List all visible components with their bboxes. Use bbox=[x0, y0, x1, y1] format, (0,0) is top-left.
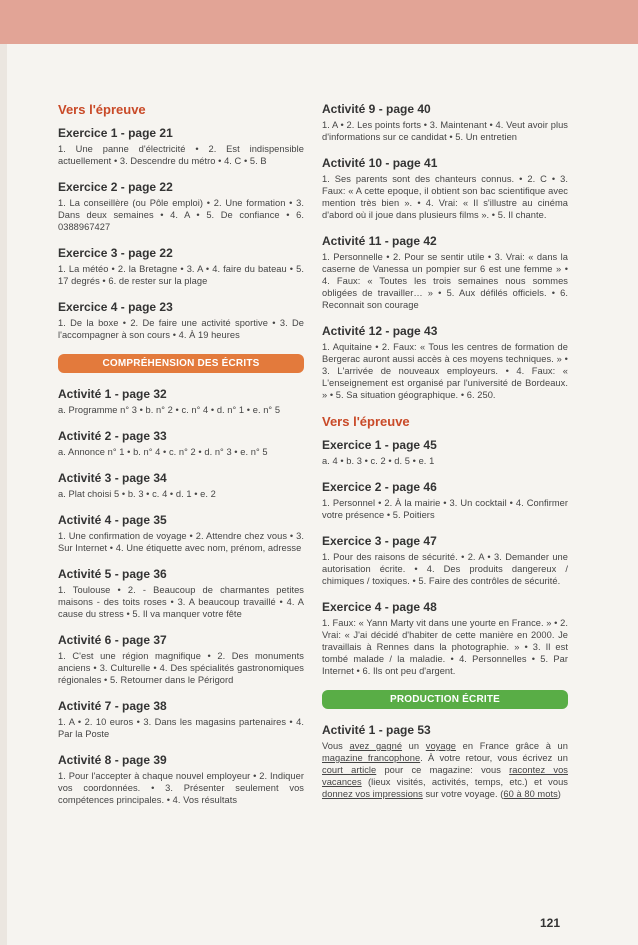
section-heading-vers-epreuve: Vers l'épreuve bbox=[58, 102, 146, 117]
exercise-block bbox=[58, 126, 304, 167]
page-edge bbox=[0, 44, 7, 945]
item-answers: 1. Une panne d'électricité • 2. Est indispensible actuellement • 3. Descendre du métro • 4. C • 5. B bbox=[58, 144, 304, 166]
exercise-block bbox=[322, 438, 568, 467]
left-column bbox=[58, 102, 304, 819]
activity-block bbox=[58, 513, 304, 554]
item-answers: a. Programme n° 3 • b. n° 2 • c. n° 4 • d. n° 1 • e. n° 5 bbox=[58, 405, 281, 415]
exercise-block bbox=[322, 480, 568, 521]
item-heading: Activité 1 - page 32 bbox=[58, 387, 167, 401]
item-answers: a. Plat choisi 5 • b. 3 • c. 4 • d. 1 • e. 2 bbox=[58, 489, 216, 499]
item-heading: Exercice 3 - page 22 bbox=[58, 246, 173, 260]
item-answers: 1. Aquitaine • 2. Faux: « Tous les centres de formation de Bergerac auront aussi accès à ces moyens techniques. » • 3. L'arrivée de nouveaux employeurs. • 4. Faux: « L'enseignement est organisé par l'université de Bordeaux. » • 5. Sa situation géographique. • 6. 250. bbox=[322, 342, 568, 400]
item-answers: 1. Faux: « Yann Marty vit dans une yourte en France. » • 2. Vrai: « J'ai décidé d'habiter de cette manière en 2000. Je travaillais à Rennes dans la photographie. » • 3. Il est tombé malade / la maladie. • 4. Personnelles • 5. Par Internet • 6. Ils ont peu d'argent. bbox=[322, 618, 568, 676]
item-heading: Exercice 1 - page 45 bbox=[322, 438, 437, 452]
exercise-block bbox=[322, 600, 568, 677]
item-answers: 1. A • 2. 10 euros • 3. Dans les magasins partenaires • 4. Par la Poste bbox=[58, 717, 304, 739]
writing-prompt: Vous avez gagné un voyage en France grâce à un magazine francophone. À votre retour, vous écrivez un court article pour ce magazine: vous racontez vos vacances (lieux visités, activités, temps, etc.) et vous donnez vos impressions sur votre voyage. (60 à 80 mots) bbox=[322, 741, 569, 799]
item-heading: Activité 2 - page 33 bbox=[58, 429, 167, 443]
right-column bbox=[322, 102, 568, 813]
comprehension-banner: COMPRÉHENSION DES ÉCRITS bbox=[58, 354, 304, 373]
production-banner: PRODUCTION ÉCRITE bbox=[322, 690, 568, 709]
item-heading: Activité 1 - page 53 bbox=[322, 723, 431, 737]
activity-block bbox=[322, 324, 568, 401]
item-heading: Activité 11 - page 42 bbox=[322, 234, 437, 248]
activity-block bbox=[322, 156, 568, 221]
activity-block bbox=[58, 471, 304, 500]
item-heading: Exercice 1 - page 21 bbox=[58, 126, 173, 140]
activity-block bbox=[58, 567, 304, 620]
item-heading: Exercice 4 - page 23 bbox=[58, 300, 173, 314]
item-heading: Activité 7 - page 38 bbox=[58, 699, 167, 713]
activity-block bbox=[58, 429, 304, 458]
item-answers: 1. Personnel • 2. À la mairie • 3. Un cocktail • 4. Confirmer votre présence • 5. Poitiers bbox=[322, 498, 568, 520]
item-heading: Activité 10 - page 41 bbox=[322, 156, 438, 170]
exercise-block bbox=[58, 300, 304, 341]
item-heading: Activité 9 - page 40 bbox=[322, 102, 431, 116]
item-heading: Activité 12 - page 43 bbox=[322, 324, 438, 338]
item-heading: Activité 6 - page 37 bbox=[58, 633, 167, 647]
item-answers: 1. La météo • 2. la Bretagne • 3. A • 4. faire du bateau • 5. 17 degrés • 6. de rester sur la plage bbox=[58, 264, 304, 286]
item-heading: Exercice 4 - page 48 bbox=[322, 600, 437, 614]
item-heading: Activité 4 - page 35 bbox=[58, 513, 167, 527]
item-answers: 1. De la boxe • 2. De faire une activité sportive • 3. De l'accompagner à son cours • 4. À 19 heures bbox=[58, 318, 304, 340]
item-answers: 1. Toulouse • 2. - Beaucoup de charmantes petites maisons - des toits roses • 3. A beaucoup travaillé • 4. A cause du stress • 5. Il va manquer votre fête bbox=[58, 585, 304, 619]
item-heading: Activité 5 - page 36 bbox=[58, 567, 167, 581]
item-heading: Exercice 3 - page 47 bbox=[322, 534, 437, 548]
item-answers: 1. Pour l'accepter à chaque nouvel employeur • 2. Indiquer vos coordonnées. • 3. Présenter seulement vos compétences principales. • 4. Vos résultats bbox=[58, 771, 304, 805]
activity-block bbox=[58, 699, 304, 740]
activity-block-writing bbox=[322, 723, 568, 800]
activity-block bbox=[58, 387, 304, 416]
activity-block bbox=[58, 753, 304, 806]
item-answers: a. Annonce n° 1 • b. n° 4 • c. n° 2 • d. n° 3 • e. n° 5 bbox=[58, 447, 268, 457]
activity-block bbox=[322, 234, 568, 311]
item-heading: Exercice 2 - page 22 bbox=[58, 180, 173, 194]
section-heading-vers-epreuve: Vers l'épreuve bbox=[322, 414, 410, 429]
activity-block bbox=[322, 102, 568, 143]
item-answers: 1. C'est une région magnifique • 2. Des monuments anciens • 3. Culturelle • 4. Des spécialités gastronomiques régionales • 5. Retourner dans le Périgord bbox=[58, 651, 304, 685]
exercise-block bbox=[322, 534, 568, 587]
item-answers: 1. Personnelle • 2. Pour se sentir utile • 3. Vrai: « dans la caserne de Vanessa un pompier sur 6 est une femme » • 4. Faux: « Toutes les trois semaines nous sommes obligées de travailler… » • 5. Aux défilés officiels. • 6. Reconnait son courage bbox=[322, 252, 568, 310]
page-number: 121 bbox=[540, 916, 561, 930]
item-answers: 1. Ses parents sont des chanteurs connus. • 2. C • 3. Faux: « A cette epoque, il obtient son bac scientifique avec mention très bien ». • 4. Vrai: « Il s'illustre au cinéma d'abord où il joue dans plusieurs films ». • 5. Il chante. bbox=[322, 174, 568, 220]
item-answers: 1. A • 2. Les points forts • 3. Maintenant • 4. Veut avoir plus d'informations sur ce candidat • 5. Un entretien bbox=[322, 120, 568, 142]
exercise-block bbox=[58, 180, 304, 233]
exercise-block bbox=[58, 246, 304, 287]
item-heading: Exercice 2 - page 46 bbox=[322, 480, 437, 494]
item-heading: Activité 3 - page 34 bbox=[58, 471, 167, 485]
item-answers: 1. La conseillère (ou Pôle emploi) • 2. Une formation • 3. Dans deux semaines • 4. A • 5. De confiance • 6. 0388967427 bbox=[58, 198, 304, 232]
top-color-band bbox=[0, 0, 638, 44]
item-answers: 1. Une confirmation de voyage • 2. Attendre chez vous • 3. Sur Internet • 4. Une étiquette avec nom, prénom, adresse bbox=[58, 531, 304, 553]
item-answers: 1. Pour des raisons de sécurité. • 2. A • 3. Demander une autorisation écrite. • 4. Des produits dangereux / chimiques / toxiques. • 5. Faire des contrôles de sécurité. bbox=[322, 552, 568, 586]
item-heading: Activité 8 - page 39 bbox=[58, 753, 167, 767]
activity-block bbox=[58, 633, 304, 686]
item-answers: a. 4 • b. 3 • c. 2 • d. 5 • e. 1 bbox=[322, 456, 435, 466]
